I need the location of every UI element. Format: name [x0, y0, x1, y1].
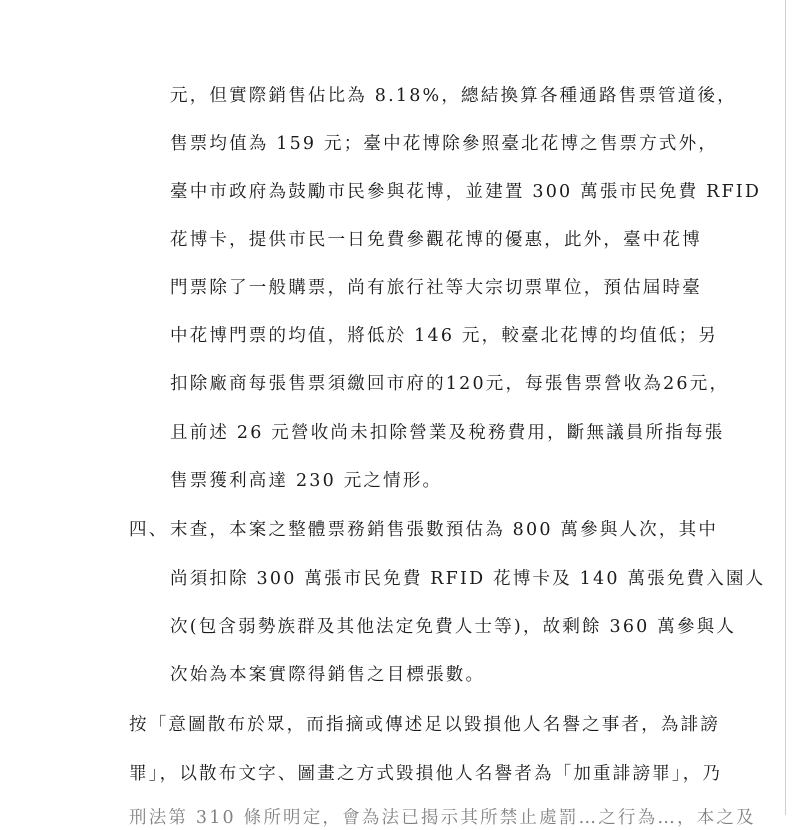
list-item-line: 尚須扣除 300 萬張市民免費 RFID 花博卡及 140 萬張免費入園人: [170, 569, 766, 589]
paragraph-line: 且前述 26 元營收尚未扣除營業及稅務費用，斷無議員所指每張: [170, 423, 725, 443]
paragraph-line: 臺中市政府為鼓勵市民參與花博，並建置 300 萬張市民免費 RFID: [170, 182, 762, 202]
paragraph-line: 售票獲利高達 230 元之情形。: [170, 471, 443, 491]
paragraph-line: 元，但實際銷售佔比為 8.18%，總結換算各種通路售票管道後，: [170, 86, 737, 106]
paragraph-line: 售票均值為 159 元；臺中花博除參照臺北花博之售票方式外，: [170, 134, 719, 154]
closing-paragraph-line: 罪」，以散布文字、圖畫之方式毀損他人名譽者為「加重誹謗罪」，乃: [129, 764, 723, 784]
paragraph-line: 中花博門票的均值，將低於 146 元，較臺北花博的均值低；另: [170, 326, 719, 346]
list-item-marker: 四、: [129, 520, 169, 540]
closing-paragraph-line: 按「意圖散布於眾，而指摘或傳述足以毀損他人名譽之事者，為誹謗: [129, 715, 720, 735]
paragraph-line: 扣除廠商每張售票須繳回市府的120元，每張售票營收為26元，: [170, 374, 730, 394]
closing-paragraph-line-cut: 刑法第 310 條所明定，會為法已揭示其所禁止處罰…之行為…，本之及: [129, 808, 756, 828]
list-item-line: 次(包含弱勢族群及其他法定免費人士等)，故剩餘 360 萬參與人: [170, 617, 737, 637]
list-item-line: 末查，本案之整體票務銷售張數預估為 800 萬參與人次，其中: [170, 520, 719, 540]
list-item-line: 次始為本案實際得銷售之目標張數。: [170, 665, 486, 685]
paragraph-line: 花博卡，提供市民一日免費參觀花博的優惠，此外，臺中花博: [170, 230, 702, 250]
paragraph-line: 門票除了一般購票，尚有旅行社等大宗切票單位，預估屆時臺: [170, 278, 702, 298]
page-edge-divider: [785, 0, 786, 815]
